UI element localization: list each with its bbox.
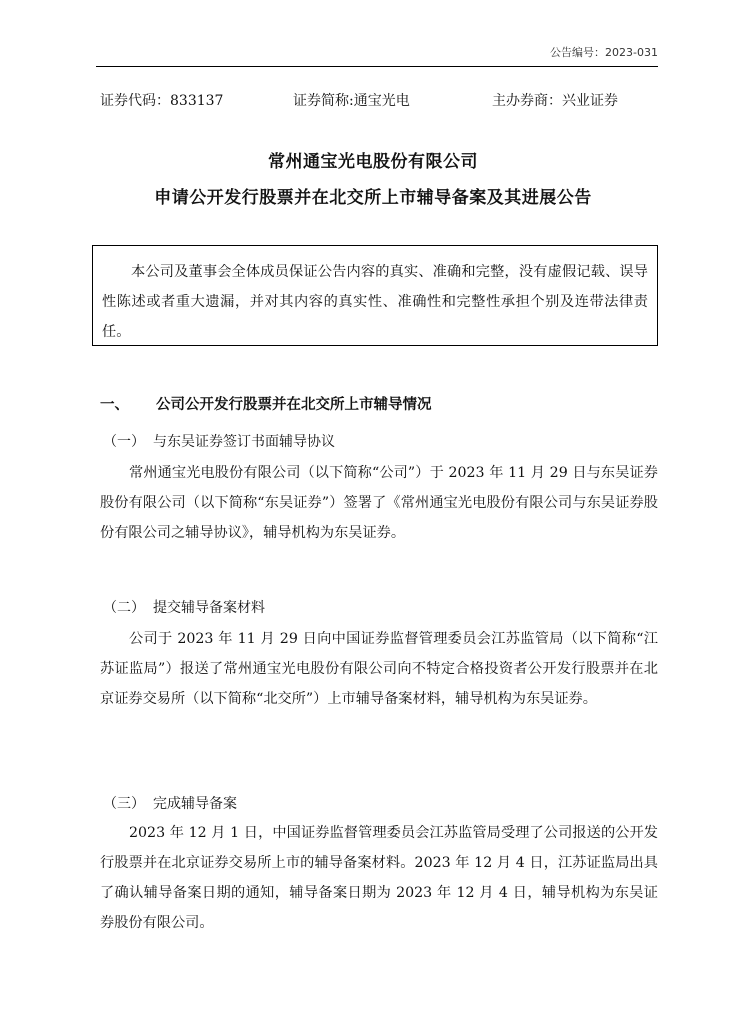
section-title: 公司公开发行股票并在北交所上市辅导情况 [156,397,432,413]
securities-abbreviation: 证券简称:通宝光电 [293,93,410,109]
section-number: 一、 [100,397,129,413]
subsection-number: （一） [103,434,145,450]
section-heading-1 [100,393,432,414]
subsection-heading-2 [103,597,265,617]
subsection-body-1: 常州通宝光电股份有限公司（以下简称“公司”）于 2023 年 11 月 29 日与东吴证券股份有限公司（以下简称“东吴证券”）签署了《常州通宝光电股份有限公司与东吴证券股份有限公司之辅导协议》，辅导机构为东吴证券。 [100,465,658,541]
subsection-title: 提交辅导备案材料 [153,600,265,616]
company-name-title: 常州通宝光电股份有限公司 [268,152,478,172]
subsection-body-3: 2023 年 12 月 1 日，中国证券监督管理委员会江苏监管局受理了公司报送的公开发行股票并在北京证券交易所上市的辅导备案材料。2023 年 12 月 4 日，江苏证监局出具了确认辅导备案日期的通知，辅导备案日期为 2023 年 12 月 4 日，辅导机构为东吴证券股份有限公司。 [100,825,658,931]
sponsor-broker: 主办券商：兴业证券 [492,93,618,109]
subsection-number: （三） [103,796,145,812]
subsection-heading-3 [103,793,237,813]
securities-code: 证券代码：833137 [100,93,224,109]
subsection-body-2: 公司于 2023 年 11 月 29 日向中国证券监督管理委员会江苏监管局（以下简称“江苏证监局”）报送了常州通宝光电股份有限公司向不特定合格投资者公开发行股票并在北京证券交易所（以下简称“北交所”）上市辅导备案材料，辅导机构为东吴证券。 [100,631,658,707]
subsection-title: 与东吴证券签订书面辅导协议 [153,434,335,450]
disclaimer-box: 本公司及董事会全体成员保证公告内容的真实、准确和完整，没有虚假记载、误导性陈述或者重大遗漏，并对其内容的真实性、准确性和完整性承担个别及连带法律责任。 [92,245,658,346]
announcement-title: 申请公开发行股票并在北交所上市辅导备案及其进展公告 [154,188,592,208]
announcement-number: 公告编号：2023-031 [550,46,658,59]
subsection-number: （二） [103,600,145,616]
header-divider [96,66,658,67]
subsection-heading-1 [103,431,335,451]
securities-info-row [100,90,658,110]
subsection-title: 完成辅导备案 [153,796,237,812]
